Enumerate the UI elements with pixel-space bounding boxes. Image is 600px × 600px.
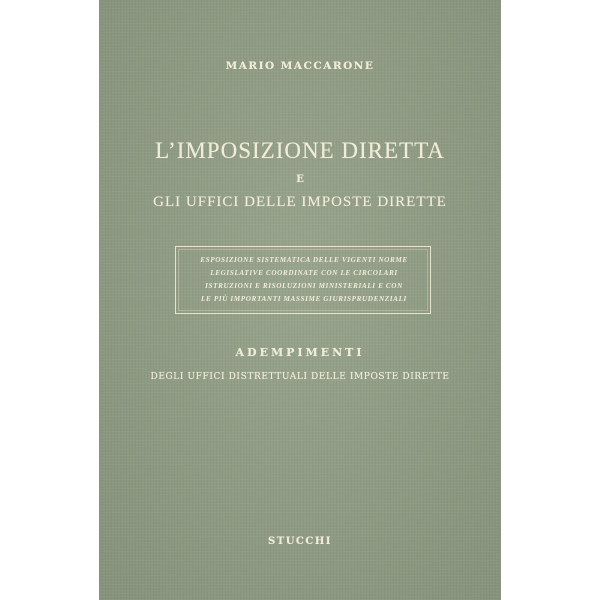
book-subtitle: GLI UFFICI DELLE IMPOSTE DIRETTE xyxy=(153,194,447,210)
description-line: ESPOSIZIONE SISTEMATICA DELLE VIGENTI NORME xyxy=(200,256,408,264)
book-cover xyxy=(99,0,501,600)
section-subheading: DEGLI UFFICI DISTRETTUALI DELLE IMPOSTE DIRETTE xyxy=(150,372,450,382)
book-title: L’IMPOSIZIONE DIRETTA xyxy=(155,138,445,163)
section-heading: ADEMPIMENTI xyxy=(235,346,365,359)
description-line: LEGISLATIVE COORDINATE CON LE CIRCOLARI xyxy=(210,269,398,277)
title-conjunction: E xyxy=(296,174,304,185)
publisher-name: STUCCHI xyxy=(268,536,332,547)
description-line: ISTRUZIONI E RISOLUZIONI MINISTERIALI E CON xyxy=(205,282,403,290)
description-line: LE PIÙ IMPORTANTI MASSIME GIURISPRUDENZIALI xyxy=(201,295,407,303)
author-name: MARIO MACCARONE xyxy=(225,60,375,72)
description-box xyxy=(175,246,431,314)
